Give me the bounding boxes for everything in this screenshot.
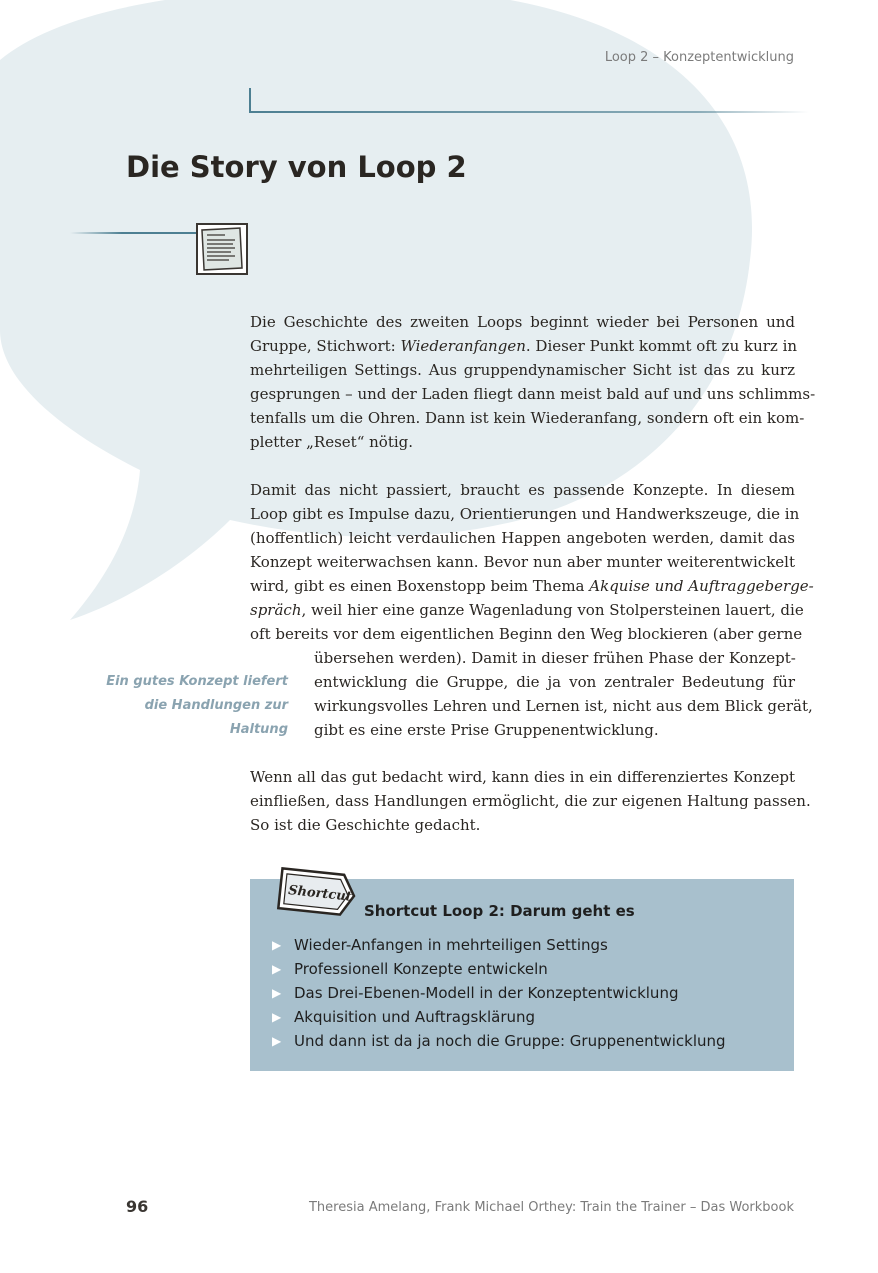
margin-note [100,670,288,742]
margin-note-line: die Handlungen zur [144,698,288,713]
text-line: Gruppe, Stichwort: Wiederanfangen. Dieser Punkt kommt oft zu kurz in [250,337,798,355]
text-line: (hoffentlich) leicht verdaulichen Happen angeboten werden, damit das [250,529,795,547]
text-line: pletter „Reset“ nötig. [250,433,414,451]
document-connector-line [70,231,200,235]
shortcut-list [272,933,726,1053]
shortcut-title: Shortcut Loop 2: Darum geht es [364,902,635,920]
triangle-bullet-icon: ▶ [272,962,282,976]
running-header: Loop 2 – Konzeptentwicklung [604,50,794,65]
margin-note-line: Ein gutes Konzept liefert [106,674,288,689]
text-line: wird, gibt es einen Boxenstopp beim Thema Akquise und Auftraggeberge- [250,577,814,595]
list-item: ▶ Professionell Konzepte entwickeln [272,957,726,981]
svg-text:Shortcut: Shortcut [287,883,353,905]
document-icon [195,222,249,276]
list-item: ▶ Akquisition und Auftragsklärung [272,1005,726,1029]
paragraph-2-indented [314,646,813,742]
text-line: einfließen, dass Handlungen ermöglicht, die zur eigenen Haltung passen. [250,792,811,810]
footer-credit: Theresia Amelang, Frank Michael Orthey: Train the Trainer – Das Workbook [308,1200,794,1215]
emphasis: Wiederanfangen [400,337,526,355]
margin-note-line: Haltung [229,722,288,737]
emphasis: Akquise und Auftraggeberge- [589,577,814,595]
text-line: Konzept weiterwachsen kann. Bevor nun aber munter weiterentwickelt [250,553,795,571]
list-item: ▶ Wieder-Anfangen in mehrteiligen Settings [272,933,726,957]
paragraph-1 [250,310,816,454]
text-line: So ist die Geschichte gedacht. [250,816,481,834]
text-line: oft bereits vor dem eigentlichen Beginn den Weg blockieren (aber gerne [250,625,803,643]
text-line: mehrteiligen Settings. Aus gruppendynamischer Sicht ist das zu kurz [250,361,795,379]
page-title: Die Story von Loop 2 [126,150,467,184]
text-line: spräch, weil hier eine ganze Wagenladung von Stolpersteinen lauert, die [250,601,804,619]
text-line: Damit das nicht passiert, braucht es passende Konzepte. In diesem [250,481,795,499]
header-rule [249,88,809,118]
emphasis: spräch [250,601,302,619]
paragraph-3 [250,765,811,837]
paragraph-2 [250,478,814,646]
list-item: ▶ Und dann ist da ja noch die Gruppe: Gruppenentwicklung [272,1029,726,1053]
text-line: Die Geschichte des zweiten Loops beginnt wieder bei Personen und [250,313,795,331]
triangle-bullet-icon: ▶ [272,986,282,1000]
triangle-bullet-icon: ▶ [272,1010,282,1024]
text-line: entwicklung die Gruppe, die ja von zentraler Bedeutung für [314,673,795,691]
text-line: Wenn all das gut bedacht wird, kann dies in ein differenziertes Konzept [250,768,795,786]
shortcut-icon [272,864,360,924]
text-line: gesprungen – und der Laden fliegt dann meist bald auf und uns schlimms- [250,385,816,403]
text-line: Loop gibt es Impulse dazu, Orientierungen und Handwerkszeuge, die in [250,505,800,523]
text-line: übersehen werden). Damit in dieser frühen Phase der Konzept- [314,649,796,667]
triangle-bullet-icon: ▶ [272,1034,282,1048]
text-line: wirkungsvolles Lehren und Lernen ist, nicht aus dem Blick gerät, [314,697,813,715]
triangle-bullet-icon: ▶ [272,938,282,952]
page-number: 96 [126,1197,149,1216]
text-line: gibt es eine erste Prise Gruppenentwicklung. [314,721,659,739]
text-line: tenfalls um die Ohren. Dann ist kein Wiederanfang, sondern oft ein kom- [250,409,805,427]
list-item: ▶ Das Drei-Ebenen-Modell in der Konzeptentwicklung [272,981,726,1005]
